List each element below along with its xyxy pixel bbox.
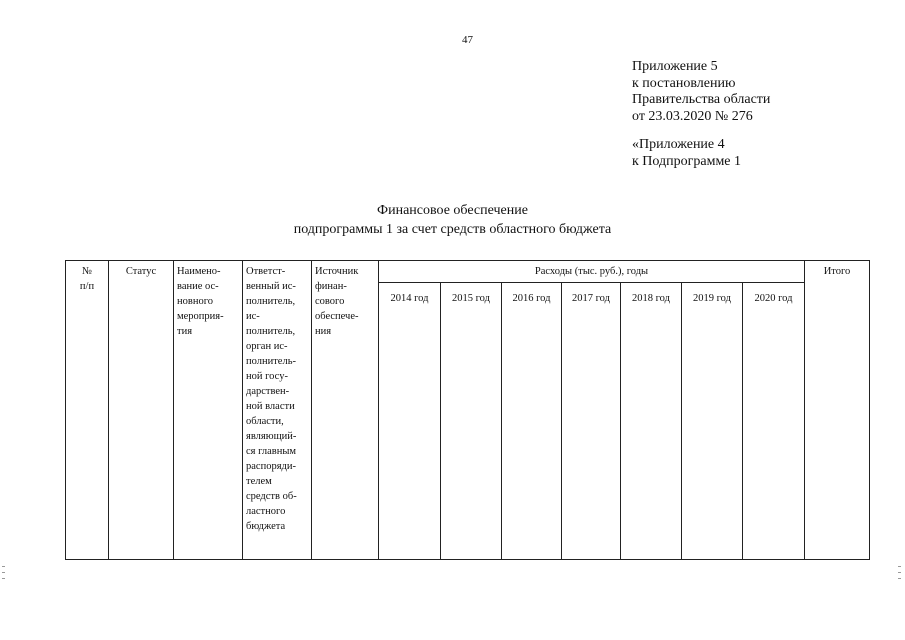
header-year: 2019 год <box>682 283 743 560</box>
header-line: полнитель, <box>246 326 296 337</box>
header-line: вание ос- <box>177 281 219 292</box>
appendix-line: к Подпрограмме 1 <box>632 153 742 169</box>
header-line: венный ис- <box>246 281 296 292</box>
header-year: 2014 год <box>379 283 441 560</box>
header-line: Наимено- <box>177 266 221 277</box>
header-line: ной госу- <box>246 371 288 382</box>
appendix-line: Приложение 5 <box>632 59 718 74</box>
appendix-line: Правительства области <box>632 92 771 107</box>
header-line: являющий- <box>246 431 297 442</box>
header-line: ния <box>315 326 332 337</box>
header-line: новного <box>177 296 213 307</box>
header-year: 2018 год <box>621 283 682 560</box>
header-line: мероприя- <box>177 311 224 322</box>
header-line: бюджета <box>246 521 286 532</box>
header-line: дарствен- <box>246 386 290 397</box>
header-line: Источник <box>315 266 359 277</box>
scan-mark <box>2 572 5 573</box>
header-line: Ответст- <box>246 266 286 277</box>
header-line: № <box>81 266 93 277</box>
page-number: 47 <box>462 34 473 46</box>
header-line: полнитель, <box>246 296 296 307</box>
header-line: п/п <box>79 281 95 292</box>
scan-mark <box>2 566 5 567</box>
title-line: Финансовое обеспечение <box>377 203 528 218</box>
header-line: распоряди- <box>246 461 296 472</box>
header-expenses: Расходы (тыс. руб.), годы <box>379 261 805 283</box>
header-line: ластного <box>246 506 286 517</box>
scan-mark <box>898 572 901 573</box>
header-line: ис- <box>246 311 260 322</box>
appendix-line: к постановлению <box>632 75 736 91</box>
header-line: средств об- <box>246 491 297 502</box>
header-line: ной власти <box>246 401 295 412</box>
header-year: 2015 год <box>441 283 502 560</box>
scan-mark <box>2 578 5 579</box>
header-line: сового <box>315 296 345 307</box>
financing-table <box>65 260 870 560</box>
header-status: Статус <box>109 261 174 560</box>
appendix-block <box>632 59 770 170</box>
document-title <box>0 201 905 239</box>
header-executor <box>243 261 312 560</box>
header-year: 2017 год <box>562 283 621 560</box>
header-line: тия <box>177 326 193 337</box>
appendix-line: «Приложение 4 <box>632 137 725 152</box>
scan-mark <box>898 578 901 579</box>
header-line: телем <box>246 476 272 487</box>
appendix-line: от 23.03.2020 № 276 <box>632 108 753 124</box>
header-line: орган ис- <box>246 341 288 352</box>
header-num <box>66 261 109 560</box>
header-source <box>312 261 379 560</box>
header-total: Итого <box>805 261 870 560</box>
header-name <box>174 261 243 560</box>
header-year: 2016 год <box>502 283 562 560</box>
header-year: 2020 год <box>743 283 805 560</box>
scan-mark <box>898 566 901 567</box>
header-line: финан- <box>315 281 347 292</box>
header-line: обеспече- <box>315 311 359 322</box>
header-line: полнитель- <box>246 356 296 367</box>
title-line: подпрограммы 1 за счет средств областного бюджета <box>293 222 612 237</box>
header-line: ся главным <box>246 446 297 457</box>
spacer <box>632 125 770 137</box>
header-line: области, <box>246 416 284 427</box>
